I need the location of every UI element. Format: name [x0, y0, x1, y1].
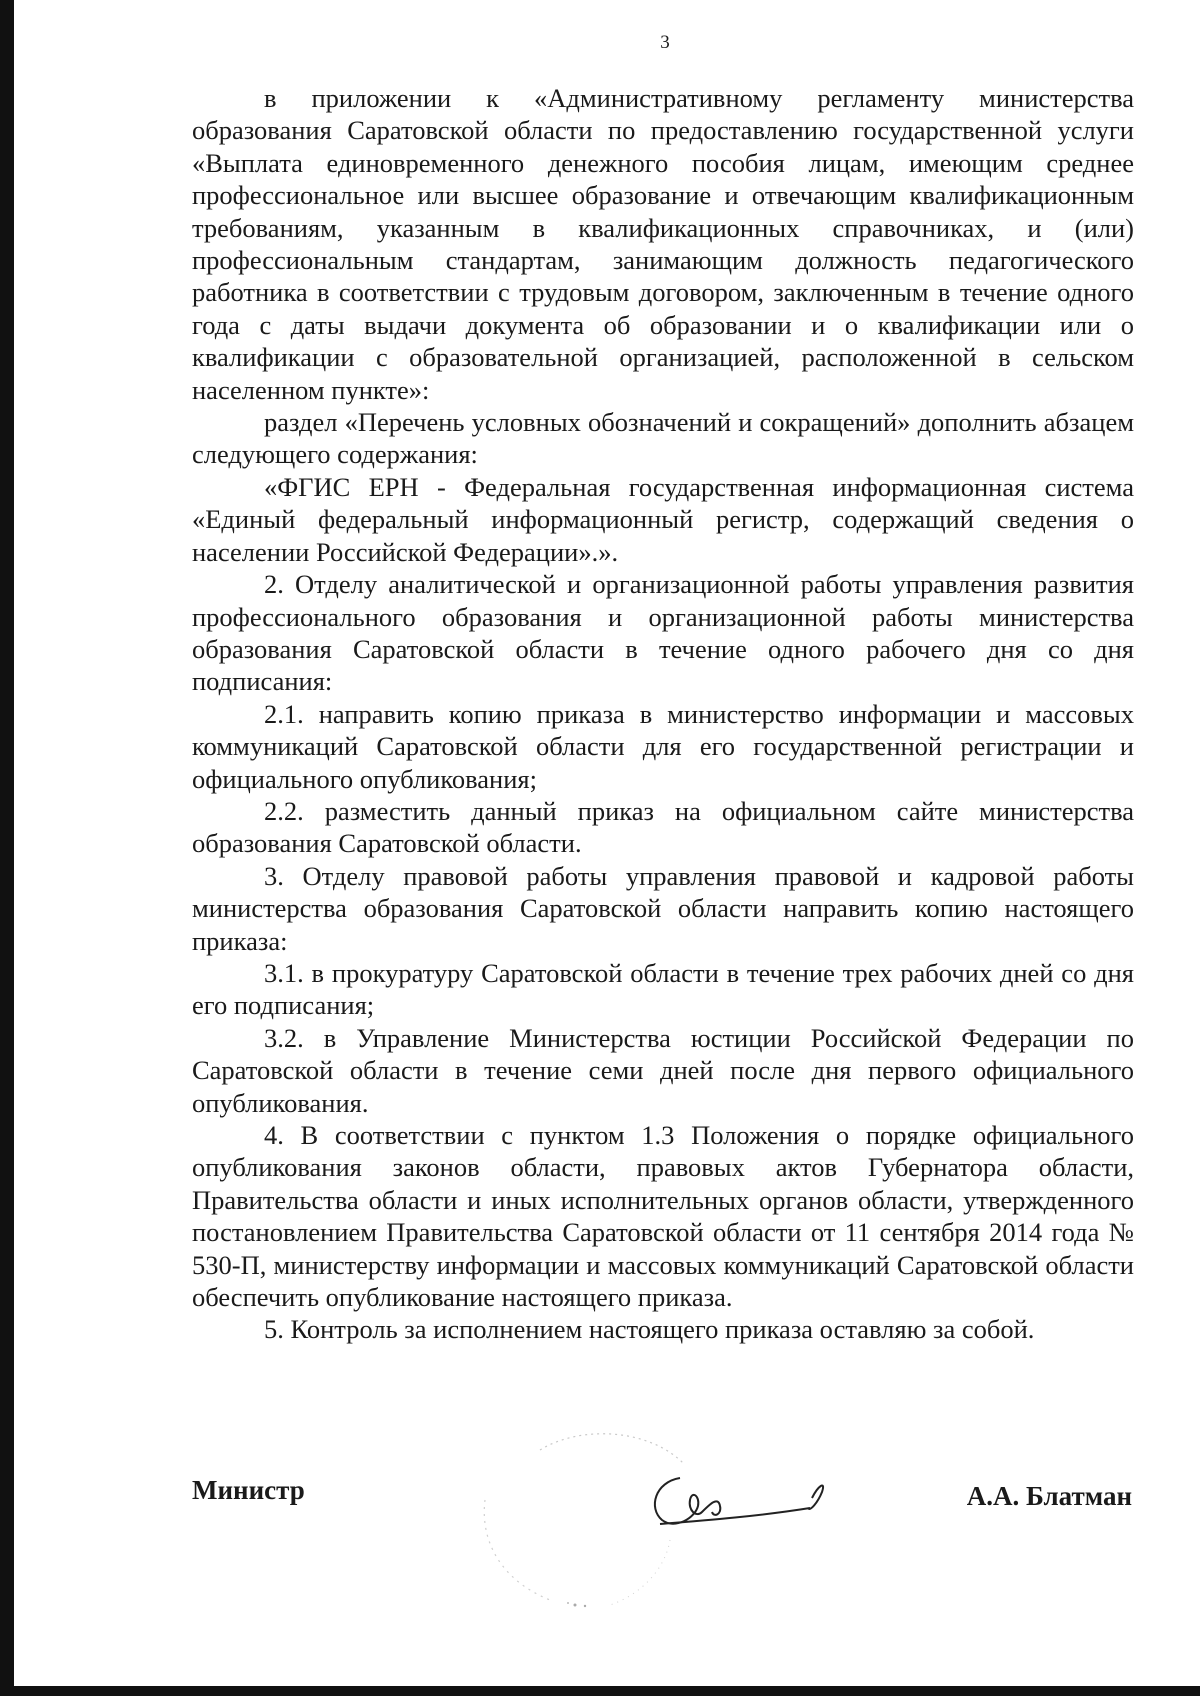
paragraph: в приложении к «Административному регламенту министерства образования Саратовской области по предоставлению государственной услуги «Выплата единовременного денежного пособия лицам, имеющим среднее профессиональное или высшее образование и отвечающим квалификационным требованиям, указанным в квалификационных справочниках, и (или) профессиональным стандартам, занимающим должность педагогического работника в соответствии с трудовым договором, заключенным в течение одного года с даты выдачи документа об образовании и о квалификации или о квалификации с образовательной организацией, расположенной в сельском населенном пункте»: [192, 83, 1134, 405]
paragraph: 2. Отделу аналитической и организационной работы управления развития профессионального образования и организационной работы министерства образования Саратовской области в течение одного рабочего дня со дня подписания: [192, 569, 1134, 697]
signatory-name: А.А. Блатман [966, 1481, 1132, 1511]
paragraph: 2.1. направить копию приказа в министерство информации и массовых коммуникаций Саратовской области для его государственной регистрации и официального опубликования; [192, 698, 1134, 794]
scan-border-left [0, 0, 14, 1696]
paragraph: 5. Контроль за исполнением настоящего приказа оставляю за собой. [264, 1314, 1035, 1345]
scan-border-bottom [0, 1686, 1200, 1696]
signature-block [192, 1448, 1132, 1588]
signatory-title: Министр [192, 1475, 305, 1505]
paragraph: 3.1. в прокуратуру Саратовской области в течение трех рабочих дней со дня его подписания; [192, 957, 1134, 1021]
paragraph: 3.2. в Управление Министерства юстиции Российской Федерации по Саратовской области в течение семи дней после дня первого официального опубликования. [192, 1022, 1134, 1118]
paragraph: 2.2. разместить данный приказ на официальном сайте министерства образования Саратовской области. [192, 795, 1134, 859]
paragraph: 3. Отделу правовой работы управления правовой и кадровой работы министерства образования Саратовской области направить копию настоящего приказа: [192, 860, 1134, 956]
paragraph: «ФГИС ЕРН - Федеральная государственная информационная система «Единый федеральный информационный регистр, содержащий сведения о населении Российской Федерации».». [192, 471, 1134, 567]
page-number: 3 [660, 32, 670, 53]
document-body [192, 82, 1134, 1346]
paragraph: 4. В соответствии с пунктом 1.3 Положения о порядке официального опубликования законов области, правовых актов Губернатора области, Правительства области и иных исполнительных органов области, утвержденного постановлением Правительства Саратовской области от 11 сентября 2014 года № 530-П, министерству информации и массовых коммуникаций Саратовской области обеспечить опубликование настоящего приказа. [192, 1120, 1134, 1313]
paragraph: раздел «Перечень условных обозначений и сокращений» дополнить абзацем следующего содержания: [192, 407, 1134, 470]
